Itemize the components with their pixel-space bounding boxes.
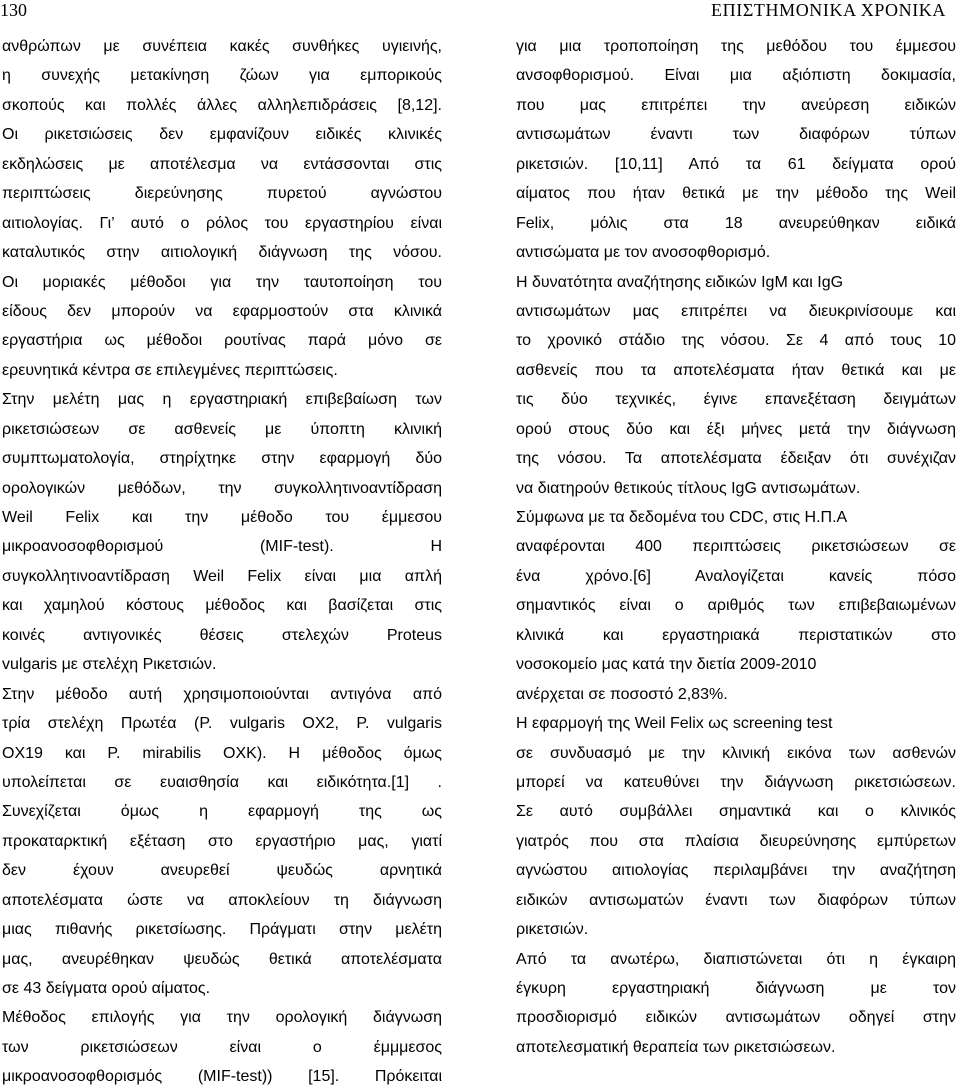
text-line: κλινικά και εργαστηριακά περιστατικών στο [516, 626, 956, 644]
text-line: των ρικετσιώσεων είναι ο έμμμεσος [2, 1038, 442, 1056]
text-line: Felix, μόλις στα 18 ανευρεύθηκαν ειδικά [516, 214, 956, 232]
text-line: ανθρώπων με συνέπεια κακές συνθήκες υγιεινής, [2, 38, 442, 55]
text-line: Weil Felix και την μέθοδο του έμμεσου [2, 509, 442, 526]
left-text-column [2, 32, 442, 1092]
text-line: της νόσου. Τα αποτελέσματα έδειξαν ότι συνέχιζαν [516, 450, 956, 468]
text-line: τις δύο τεχνικές, έγινε επανεξέταση δειγμάτων [516, 391, 956, 409]
page-number: 130 [0, 0, 27, 20]
right-text-column [516, 32, 956, 1062]
text-line: Οι μοριακές μέθοδοι για την ταυτοποίηση του [2, 273, 442, 291]
text-line: ανσοφθορισμού. Είναι μια αξιόπιστη δοκιμασία, [516, 67, 956, 85]
text-line: η συνεχής μετακίνηση ζώων για εμπορικούς [2, 67, 442, 85]
text-line: Οι ρικετσιώσεις δεν εμφανίζουν ειδικές κλινικές [2, 126, 442, 144]
text-line: OX19 και P. mirabilis OXK). Η μέθοδος όμως [2, 744, 442, 762]
text-line: Η εφαρμογή της Weil Felix ως screening test [516, 715, 833, 733]
text-line: εργαστήρια ως μέθοδοι ρουτίνας παρά μόνο σε [2, 332, 442, 350]
text-line: ρικετσιών. [516, 921, 589, 939]
text-line: Σε αυτό συμβάλλει σημαντικά και ο κλινικός [516, 803, 956, 821]
text-line: αγνώστου αιτιολογίας περιλαμβάνει την αναζήτηση [516, 862, 956, 880]
text-line: ορολογικών μεθόδων, την συγκολλητινοαντίδραση [2, 479, 442, 497]
text-line: το χρονικό στάδιο της νόσου. Σε 4 από τους 10 [516, 332, 956, 350]
text-line: είδους δεν μπορούν να εφαρμοστούν στα κλινικά [2, 302, 442, 320]
text-line: αντισωμάτων έναντι των διαφόρων τύπων [516, 126, 956, 144]
text-line: Σύμφωνα με τα δεδομένα του CDC, στις Η.Π.Α [516, 509, 848, 526]
text-line: μπορεί να κατευθύνει την διάγνωση ρικετσιώσεων. [516, 773, 956, 791]
text-line: να διατηρούν θετικούς τίτλους IgG αντισωμάτων. [516, 479, 861, 497]
text-line: νοσοκομείο μας κατά την διετία 2009-2010 [516, 656, 817, 674]
text-line: αποτελέσματα ώστε να αποκλείουν τη διάγνωση [2, 891, 442, 909]
text-line: σε 43 δείγματα ορού αίματος. [2, 980, 211, 997]
text-line: αίματος που ήταν θετικά με την μέθοδο της Weil [516, 185, 956, 203]
text-line: γιατρός που στα πλαίσια διευρεύνησης εμπύρετων [516, 832, 956, 850]
text-line: ρικετσιώσεων σε ασθενείς με ύποπτη κλινική [2, 420, 442, 438]
text-line: συμπτωματολογία, στηρίχτηκε στην εφαρμογή δύο [2, 450, 442, 468]
text-line: Μέθοδος επιλογής για την ορολογική διάγνωση [2, 1009, 442, 1027]
text-line: σημαντικός είναι ο αριθμός των επιβεβαιωμένων [516, 597, 956, 615]
text-line: προκαταρκτική εξέταση στο εργαστήριο μας, γιατί [2, 832, 442, 850]
text-line: αποτελεσματική θεραπεία των ρικετσιώσεων. [516, 1038, 836, 1056]
text-line: αναφέρονται 400 περιπτώσεις ρικετσιώσεων σε [516, 538, 956, 556]
text-line: και χαμηλού κόστους μέθοδος και βασίζεται στις [2, 597, 442, 615]
text-line: συγκολλητινοαντίδραση Weil Felix είναι μια απλή [2, 567, 442, 585]
text-line: καταλυτικός στην αιτιολογική διάγνωση της νόσου. [2, 244, 442, 262]
text-line: Στην μέθοδο αυτή χρησιμοποιούνται αντιγόνα από [2, 685, 442, 703]
text-line: ασθενείς που τα αποτελέσματα ήταν θετικά και με [516, 361, 956, 379]
text-line: ανέρχεται σε ποσοστό 2,83%. [516, 685, 728, 703]
journal-running-header: ΕΠΙΣΤΗΜΟΝΙΚΑ ΧΡΟΝΙΚΑ [711, 0, 946, 20]
text-line: μιας πιθανής ρικετσίωσης. Πράγματι στην μελέτη [2, 921, 442, 939]
text-line: υπολείπεται σε ευαισθησία και ειδικότητα.[1] . [2, 773, 442, 791]
text-line: ορού στους δύο και έξι μήνες μετά την διάγνωση [516, 420, 956, 438]
text-line: δεν έχουν ανευρεθεί ψευδώς αρνητικά [2, 862, 442, 880]
text-line: ρικετσιών. [10,11] Από τα 61 δείγματα ορού [516, 155, 956, 173]
text-line: σκοπούς και πολλές άλλες αλληλεπιδράσεις [8,12]. [2, 96, 442, 114]
text-line: εκδηλώσεις με αποτέλεσμα να εντάσσονται στις [2, 155, 442, 173]
text-line: αιτιολογίας. Γι’ αυτό ο ρόλος του εργαστηρίου είναι [2, 214, 442, 232]
text-line: περιπτώσεις διερεύνησης πυρετού αγνώστου [2, 185, 442, 203]
text-line: ειδικών αντισωματών έναντι των διαφόρων τύπων [516, 891, 956, 909]
text-line: προσδιορισμό ειδικών αντισωμάτων οδηγεί στην [516, 1009, 956, 1027]
text-line: αντισώματα με τον ανοσοφθορισμό. [516, 244, 771, 262]
text-line: Από τα ανωτέρω, διαπιστώνεται ότι η έγκαιρη [516, 950, 956, 968]
text-line: ερευνητικά κέντρα σε επιλεγμένες περιπτώσεις. [2, 361, 338, 379]
text-line: έγκυρη εργαστηριακή διάγνωση με τον [516, 980, 956, 997]
text-line: Στην μελέτη μας η εργαστηριακή επιβεβαίωση των [2, 391, 442, 409]
text-line: σε συνδυασμό με την κλινική εικόνα των ασθενών [516, 744, 956, 762]
text-line: μας, ανευρέθηκαν ψευδώς θετικά αποτελέσματα [2, 950, 442, 968]
text-line: Η δυνατότητα αναζήτησης ειδικών IgM και IgG [516, 273, 844, 291]
text-line: αντισωμάτων μας επιτρέπει να διευκρινίσουμε και [516, 302, 956, 320]
text-line: ένα χρόνο.[6] Αναλογίζεται κανείς πόσο [516, 567, 956, 585]
text-line: Συνεχίζεται όμως η εφαρμογή της ως [2, 803, 442, 821]
text-line: τρία στελέχη Πρωτέα (P. vulgaris OX2, P. vulgaris [2, 715, 442, 733]
text-line: μικροανοσοφθορισμός (MIF-test)) [15]. Πρόκειται [2, 1068, 442, 1086]
text-line: κοινές αντιγονικές θέσεις στελεχών Proteus [2, 626, 442, 644]
text-line: που μας επιτρέπει την ανεύρεση ειδικών [516, 96, 956, 114]
text-line: για μια τροποποίηση της μεθόδου του έμμεσου [516, 38, 956, 55]
text-line: vulgaris με στελέχη Ρικετσιών. [2, 656, 217, 674]
text-line: μικροανοσοφθορισμού (MIF-test). Η [2, 538, 442, 556]
